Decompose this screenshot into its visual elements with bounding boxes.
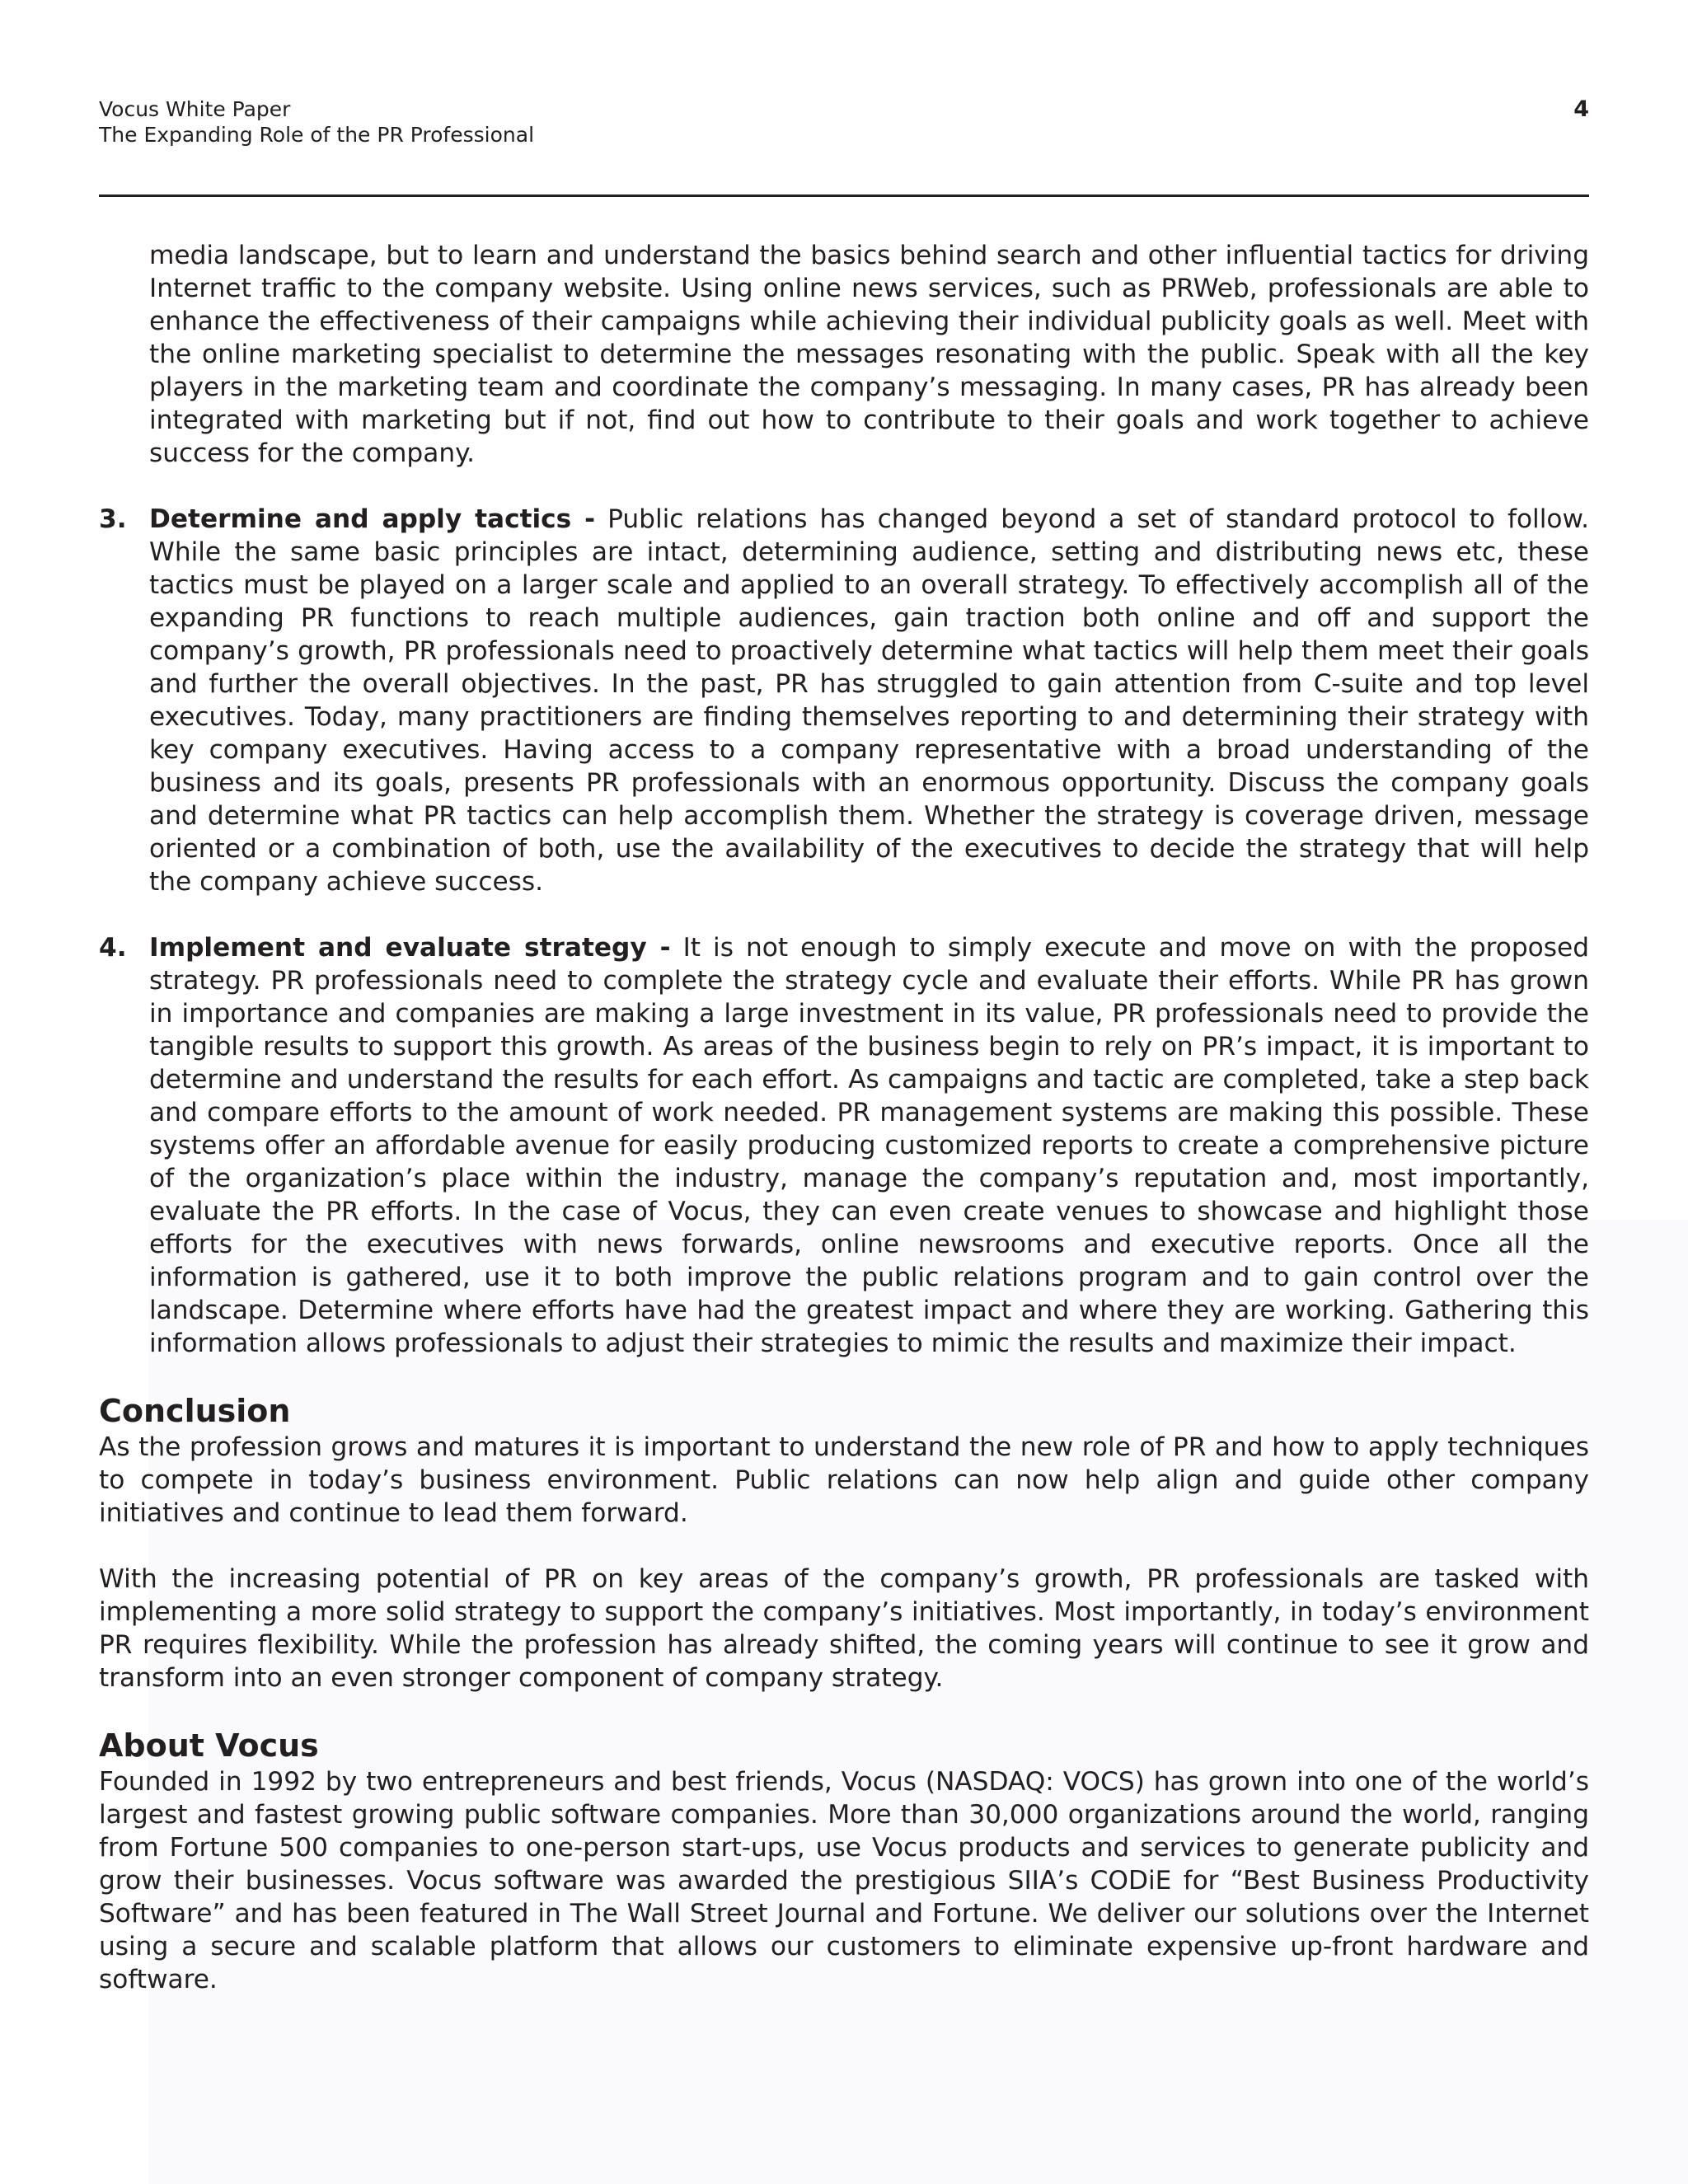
list-item-text: Public relations has changed beyond a set of standard protocol to follow. While the same basic principles are intact, determining audience, setting and distributing news etc, these tactics must be played on a larger scale and applied to an overall strategy. To effectively accomplish all of the expanding PR functions to reach multiple audiences, gain traction both online and off and support the company’s growth, PR professionals need to proactively determine what tactics will help them meet their goals and further the overall objectives. In the past, PR has struggled to gain attention from C-suite and top level executives. Today, many practitioners are finding themselves reporting to and determining their strategy with key company executives. Having access to a company representative with a broad understanding of the business and its goals, presents PR professionals with an enormous opportunity. Discuss the company goals and determine what PR tactics can help accomplish them. Whether the strategy is coverage driven, message oriented or a combination of both, use the availability of the executives to decide the strategy that will help the company achieve success.: [149, 504, 1590, 897]
page-number: 4: [1573, 96, 1589, 122]
list-item-title: Implement and evaluate strategy -: [149, 933, 671, 963]
page-header: [99, 96, 1589, 148]
header-document-title: The Expanding Role of the PR Professional: [99, 123, 535, 147]
conclusion-paragraph-1: As the profession grows and matures it is important to understand the new role of PR and how to apply techniques to compete in today’s business environment. Public relations can now help align and guide other company initiatives and continue to lead them forward.: [99, 1432, 1589, 1528]
about-heading: About Vocus: [99, 1727, 319, 1764]
list-item-text: It is not enough to simply execute and move on with the proposed strategy. PR professionals need to complete the strategy cycle and evaluate their efforts. While PR has grown in importance and companies are making a large investment in its value, PR professionals need to provide the tangible results to support this growth. As areas of the business begin to rely on PR’s impact, it is important to determine and understand the results for each effort. As campaigns and tactic are completed, take a step back and compare efforts to the amount of work needed. PR management systems are making this possible. These systems offer an affordable avenue for easily producing customized reports to create a comprehensive picture of the organization’s place within the industry, manage the company’s reputation and, most importantly, evaluate the PR efforts. In the case of Vocus, they can even create venues to showcase and highlight those efforts for the executives with news forwards, online newsrooms and executive reports. Once all the information is gathered, use it to both improve the public relations program and to gain control over the landscape. Determine where efforts have had the greatest impact and where they are working. Gathering this information allows professionals to adjust their strategies to mimic the results and maximize their impact.: [149, 933, 1589, 1358]
list-item-number: 4.: [99, 933, 127, 963]
conclusion-paragraph-2: With the increasing potential of PR on key areas of the company’s growth, PR professionals are tasked with implementing a more solid strategy to support the company’s initiatives. Most importantly, in today’s environment PR requires flexibility. While the profession has already shifted, the coming years will continue to see it grow and transform into an even stronger component of company strategy.: [99, 1564, 1589, 1693]
intro-continuation-paragraph: media landscape, but to learn and understand the basics behind search and other influential tactics for driving Internet traffic to the company website. Using online news services, such as PRWeb, professionals are able to enhance the effectiveness of their campaigns while achieving their individual publicity goals as well. Meet with the online marketing specialist to determine the messages resonating with the public. Speak with all the key players in the marketing team and coordinate the company’s messaging. In many cases, PR has already been integrated with marketing but if not, find out how to contribute to their goals and work together to achieve success for the company.: [149, 241, 1589, 468]
conclusion-heading: Conclusion: [99, 1393, 291, 1429]
about-paragraph: Founded in 1992 by two entrepreneurs and best friends, Vocus (NASDAQ: VOCS) has grown into one of the world’s largest and fastest growing public software companies. More than 30,000 organizations around the world, ranging from Fortune 500 companies to one-person start-ups, use Vocus products and services to generate publicity and grow their businesses. Vocus software was awarded the prestigious SIIA’s CODiE for “Best Business Productivity Software” and has been featured in The Wall Street Journal and Fortune. We deliver our solutions over the Internet using a secure and scalable platform that allows our customers to eliminate expensive up-front hardware and software.: [99, 1767, 1589, 1994]
page-body: [99, 239, 1589, 1996]
header-publication-title: Vocus White Paper: [99, 97, 291, 121]
list-item-title: Determine and apply tactics -: [149, 504, 596, 534]
list-item-implement-strategy: [99, 931, 1589, 1360]
list-item-number: 3.: [99, 504, 127, 534]
header-divider: [99, 194, 1589, 197]
list-item-determine-tactics: [99, 503, 1589, 898]
